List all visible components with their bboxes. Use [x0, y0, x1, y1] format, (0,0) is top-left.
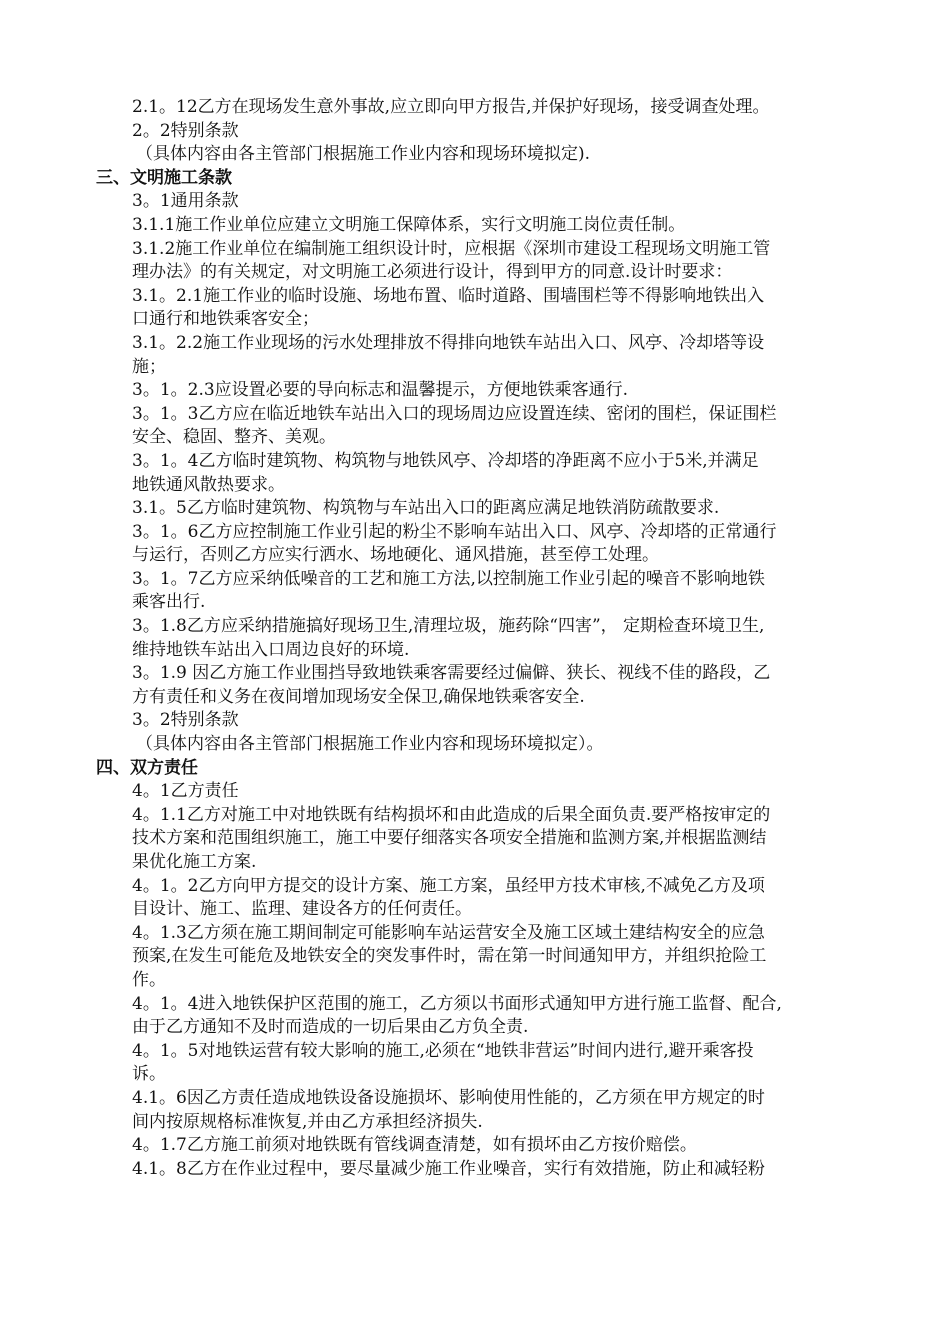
paragraph-line: 3.1。2.1施工作业的临时设施、场地布置、临时道路、围墙围栏等不得影响地铁出入: [132, 285, 765, 306]
paragraph-line: 技术方案和范围组织施工，施工中要仔细落实各项安全措施和监测方案,并根据监测结: [132, 828, 767, 849]
paragraph-line: 4。1。5对地铁运营有较大影响的施工,必须在“地铁非营运”时间内进行,避开乘客投: [132, 1040, 754, 1061]
paragraph-line: 乘客出行.: [132, 592, 206, 613]
paragraph-line: 3.1。2.2施工作业现场的污水处理排放不得排向地铁车站出入口、风亭、冷却塔等设: [132, 332, 765, 353]
paragraph-line: 4。1乙方责任: [132, 781, 239, 802]
paragraph-line: 3。1.9 因乙方施工作业围挡导致地铁乘客需要经过偏僻、狭长、视线不佳的路段，乙: [132, 663, 771, 684]
paragraph-line: 3。1.8乙方应采纳措施搞好现场卫生,清理垃圾，施药除“四害”， 定期检查环境卫生,: [132, 616, 765, 637]
paragraph-line: 理办法》的有关规定，对文明施工必须进行设计，得到甲方的同意.设计时要求：: [132, 262, 733, 283]
paragraph-line: 施；: [132, 356, 166, 377]
paragraph-line: 预案,在发生可能危及地铁安全的突发事件时，需在第一时间通知甲方，并组织抢险工: [132, 946, 767, 967]
paragraph-line: 4。1。4进入地铁保护区范围的施工，乙方须以书面形式通知甲方进行施工监督、配合,: [132, 993, 782, 1014]
paragraph-line: 口通行和地铁乘客安全；: [132, 309, 319, 330]
paragraph-line: 4。1.1乙方对施工中对地铁既有结构损坏和由此造成的后果全面负责.要严格按审定的: [132, 804, 771, 825]
paragraph-line: 3。1。2.3应设置必要的导向标志和温馨提示，方便地铁乘客通行.: [132, 380, 629, 401]
paragraph-line: 诉。: [132, 1064, 166, 1085]
paragraph-line: 3.1.2施工作业单位在编制施工组织设计时，应根据《深圳市建设工程现场文明施工管: [132, 238, 771, 259]
paragraph-line: 目设计、施工、监理、建设各方的任何责任。: [132, 899, 472, 920]
paragraph-line: 3.1。5乙方临时建筑物、构筑物与车站出入口的距离应满足地铁消防疏散要求.: [132, 498, 720, 519]
paragraph-line: 方有责任和义务在夜间增加现场安全保卫,确保地铁乘客安全.: [132, 686, 585, 707]
paragraph-line: （具体内容由各主管部门根据施工作业内容和现场环境拟定）。: [136, 734, 604, 755]
paragraph-line: 3。1。7乙方应采纳低噪音的工艺和施工方法,以控制施工作业引起的噪音不影响地铁: [132, 568, 765, 589]
section-heading: 三、文明施工条款: [96, 167, 232, 188]
paragraph-line: 安全、稳固、整齐、美观。: [132, 427, 336, 448]
paragraph-line: 3.1.1施工作业单位应建立文明施工保障体系，实行文明施工岗位责任制。: [132, 214, 686, 235]
paragraph-line: 果优化施工方案.: [132, 852, 257, 872]
paragraph-line: 4.1。8乙方在作业过程中，要尽量减少施工作业噪音，实行有效措施，防止和减轻粉: [132, 1158, 765, 1179]
document-body: [96, 96, 876, 1181]
paragraph-line: 由于乙方通知不及时而造成的一切后果由乙方负全责.: [132, 1017, 529, 1038]
paragraph-line: 2。2特别条款: [132, 120, 239, 141]
paragraph-line: 4.1。6因乙方责任造成地铁设备设施损坏、影响使用性能的，乙方须在甲方规定的时: [132, 1087, 765, 1108]
paragraph-line: 间内按原规格标准恢复,并由乙方承担经济损失.: [132, 1111, 483, 1132]
paragraph-line: 维持地铁车站出入口周边良好的环境.: [132, 639, 410, 660]
paragraph-line: 3。1通用条款: [132, 191, 239, 212]
paragraph-line: 3。1。3乙方应在临近地铁车站出入口的现场周边应设置连续、密闭的围栏，保证围栏: [132, 403, 777, 424]
paragraph-line: 3。2特别条款: [132, 710, 239, 731]
paragraph-line: （具体内容由各主管部门根据施工作业内容和现场环境拟定).: [136, 144, 591, 165]
paragraph-line: 4。1。2乙方向甲方提交的设计方案、施工方案，虽经甲方技术审核,不减免乙方及项: [132, 875, 765, 896]
paragraph-line: 作。: [132, 969, 166, 990]
paragraph-line: 3。1。6乙方应控制施工作业引起的粉尘不影响车站出入口、风亭、冷却塔的正常通行: [132, 521, 777, 542]
paragraph-line: 地铁通风散热要求。: [132, 474, 285, 495]
paragraph-line: 4。1.3乙方须在施工期间制定可能影响车站运营安全及施工区域土建结构安全的应急: [132, 922, 765, 943]
paragraph-line: 与运行，否则乙方应实行洒水、场地硬化、通风措施，甚至停工处理。: [132, 545, 659, 566]
paragraph-line: 3。1。4乙方临时建筑物、构筑物与地铁风亭、冷却塔的净距离不应小于5米,并满足: [132, 450, 759, 471]
paragraph-line: 2.1。12乙方在现场发生意外事故,应立即向甲方报告,并保护好现场，接受调查处理。: [132, 97, 770, 117]
paragraph-line: 4。1.7乙方施工前须对地铁既有管线调查清楚，如有损坏由乙方按价赔偿。: [132, 1135, 697, 1156]
section-heading: 四、双方责任: [96, 757, 198, 778]
